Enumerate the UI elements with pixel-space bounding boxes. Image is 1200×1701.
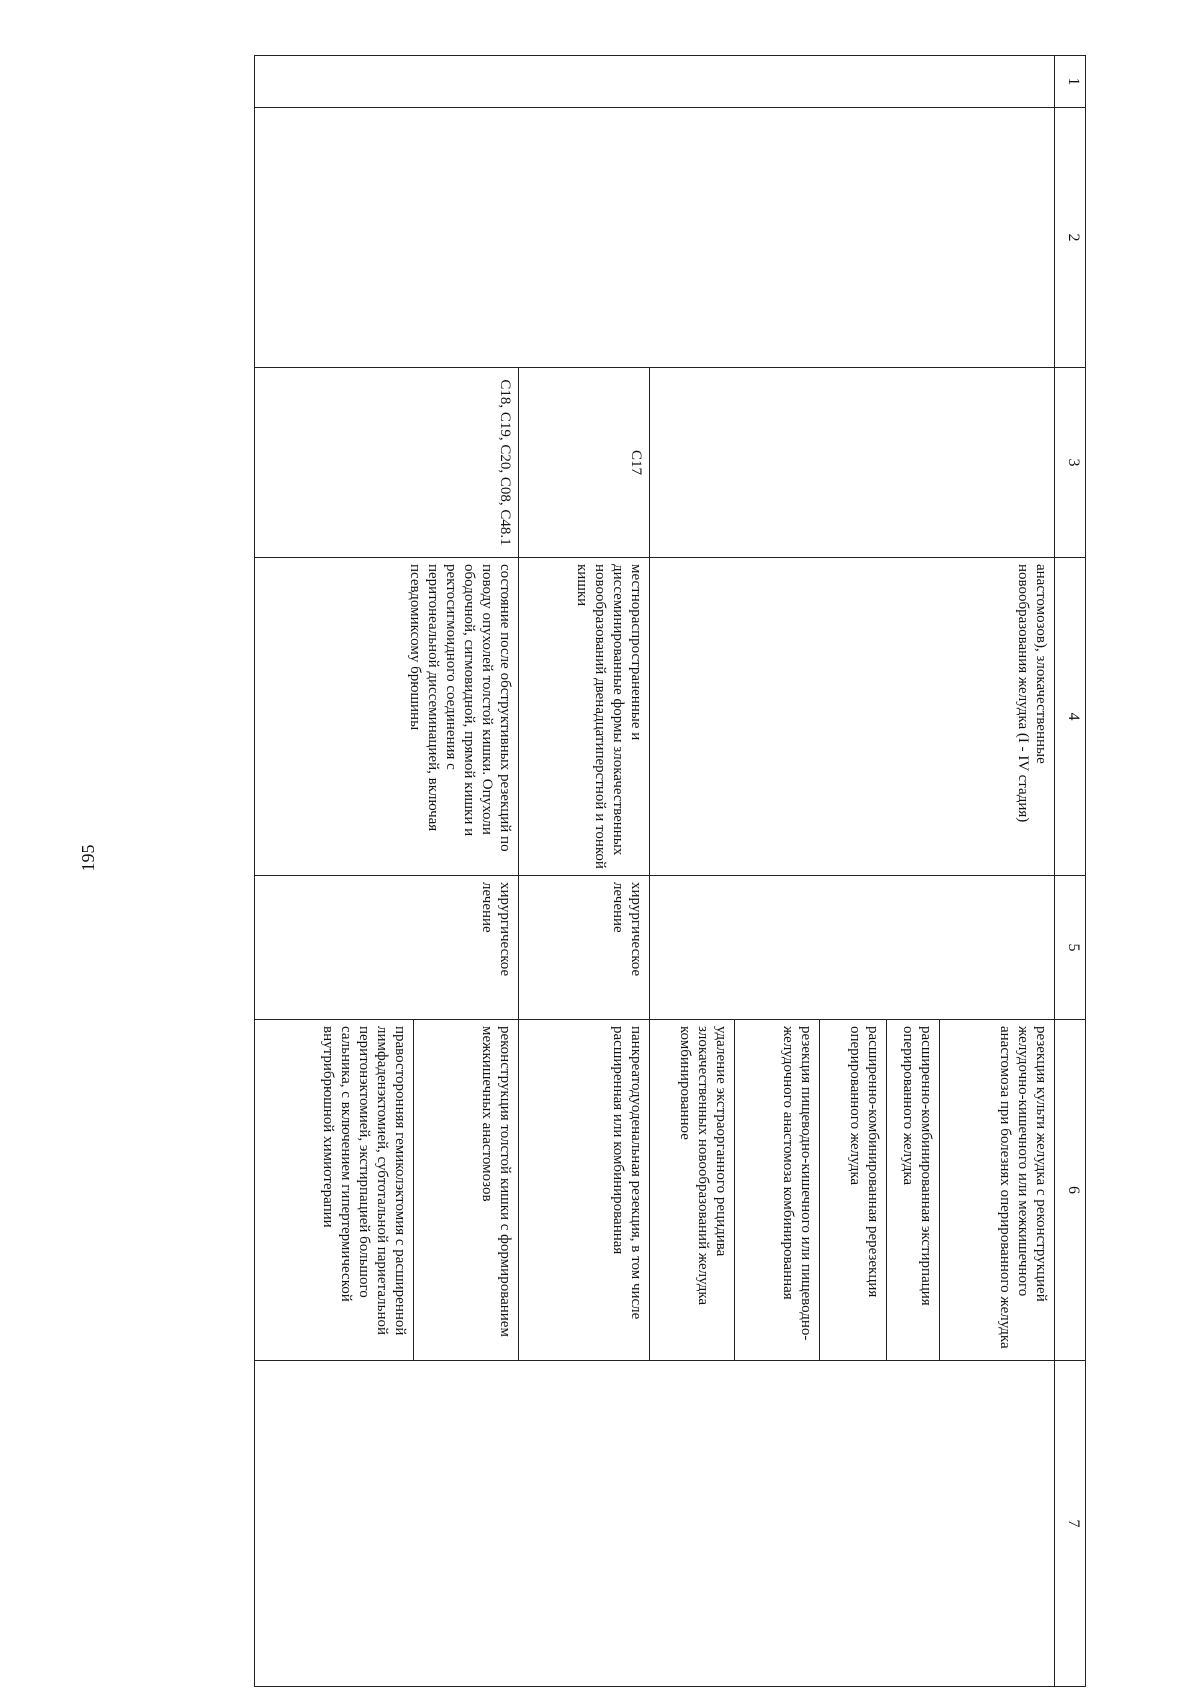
cell-col1 [255,56,1055,108]
table-row [940,56,1055,1687]
col-header-6: 6 [1055,1020,1086,1361]
col-header-4: 4 [1055,558,1086,876]
cell-method: панкреатодуоденальная резекция, в том числе расширенная или комбинированная [519,1020,650,1361]
col-header-2: 2 [1055,108,1086,368]
cell-method: правосторонняя гемиколэктомия с расширенной лимфаденэктомией, субтотальной париетальной перитонэктомией, экстирпацией большого сальника, с включением гипертермической внутрибрюшной химиотерапии [255,1020,414,1361]
cell-method: удаление экстраорганного рецидива злокачественных новообразований желудка комбинированное [650,1020,735,1361]
cell-diagnosis: анастомозов), злокачественные новообразования желудка (I - IV стадия) [650,558,1055,876]
cell-method: расширенно-комбинированная ререзекция оперированного желудка [820,1020,887,1361]
cell-code: C18, C19, C20, C08, C48.1 [255,368,519,558]
cell-diagnosis: состояние после обструктивных резекций по поводу опухолей толстой кишки. Опухоли ободочной, сигмовидной, прямой кишки и ректосигмоидного соединения с перитонеальной диссеминацией, включая псевдомиксому брюшины [255,558,519,876]
cell-code: C17 [519,368,650,558]
cell-method: резекция культи желудка с реконструкцией желудочно-кишечного или межкишечного анастомоза при болезнях оперированного желудка [940,1020,1055,1361]
page-number: 195 [78,844,98,872]
cell-treatment: хирургическое лечение [519,876,650,1020]
cell-method: реконструкция толстой кишки с формированием межкишечных анастомозов [414,1020,519,1361]
cell-method: расширенно-комбинированная экстирпация оперированного желудка [887,1020,940,1361]
header-row [1055,56,1086,1687]
cell-treatment: хирургическое лечение [255,876,519,1020]
col-header-7: 7 [1055,1361,1086,1687]
cell-col2 [255,108,1055,368]
col-header-3: 3 [1055,368,1086,558]
col-header-5: 5 [1055,876,1086,1020]
col-header-1: 1 [1055,56,1086,108]
cell-treatment [650,876,1055,1020]
cell-code [650,368,1055,558]
cell-method: резекция пищеводно-кишечного или пищеводно-желудочного анастомоза комбинированная [735,1020,820,1361]
cell-col7 [255,1361,1055,1687]
cell-diagnosis: местнораспространенные и диссеминированные формы злокачественных новообразований двенадцатиперстной и тонкой кишки [519,558,650,876]
document-table [93,55,1086,1686]
